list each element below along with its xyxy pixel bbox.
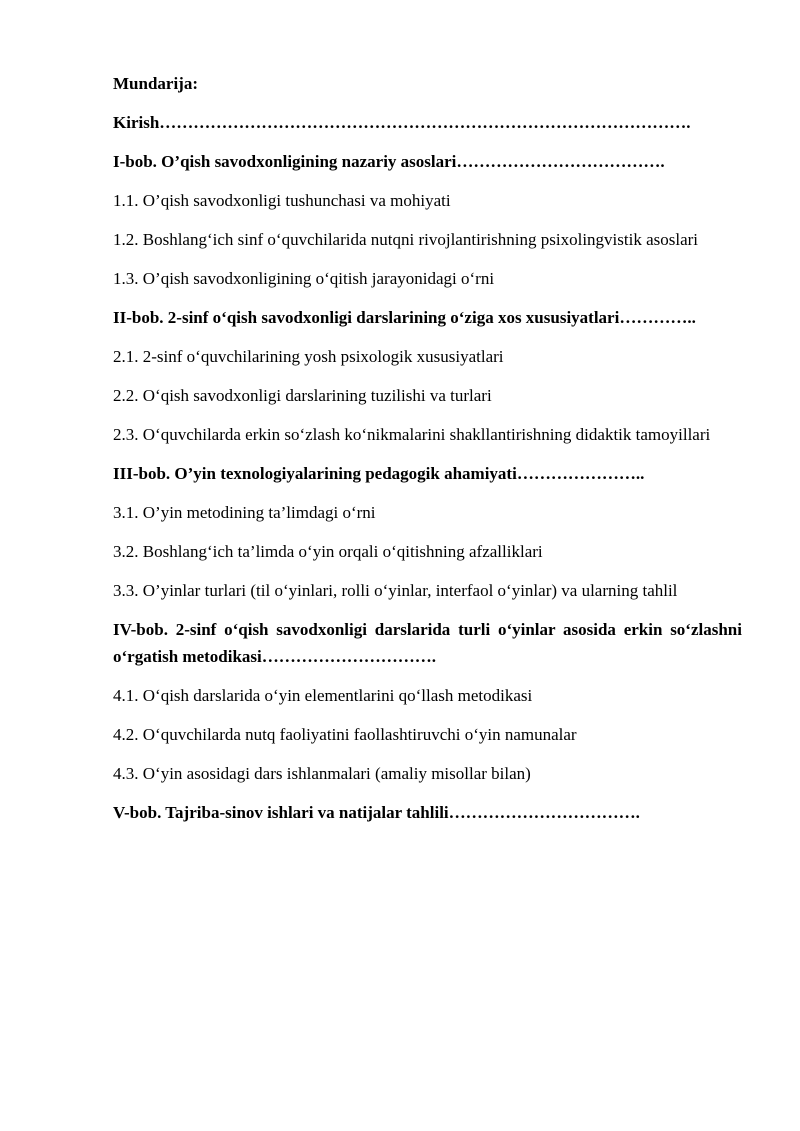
toc-chapter-entry: V-bob. Tajriba-sinov ishlari va natijalar tahlili……………………………. — [113, 803, 640, 822]
toc-section-entry: 2.1. 2-sinf o‘quvchilarining yosh psixologik xususiyatlari — [113, 347, 504, 366]
toc-section-entry: 2.3. O‘quvchilarda erkin so‘zlash ko‘nikmalarini shakllantirishning didaktik tamoyillari — [113, 425, 711, 444]
toc-section-entry: 2.2. O‘qish savodxonligi darslarining tuzilishi va turlari — [113, 386, 492, 405]
toc-section-entry: 1.3. O’qish savodxonligining o‘qitish jarayonidagi o‘rni — [113, 269, 495, 288]
toc-section-entry: 3.2. Boshlang‘ich ta’limda o‘yin orqali o‘qitishning afzalliklari — [113, 542, 543, 561]
toc-chapter-entry: III-bob. O’yin texnologiyalarining pedagogik ahamiyati………………….. — [113, 464, 645, 483]
toc-list — [113, 109, 742, 826]
toc-section-entry: 4.3. O‘yin asosidagi dars ishlanmalari (amaliy misollar bilan) — [113, 764, 531, 783]
toc-section-entry: 1.2. Boshlang‘ich sinf o‘quvchilarida nutqni rivojlantirishning psixolingvistik asoslari — [113, 230, 699, 249]
toc-title: Mundarija: — [113, 74, 198, 93]
toc-chapter-entry: Kirish…………………………………………………………………………………. — [113, 113, 691, 132]
toc-section-entry: 4.1. O‘qish darslarida o‘yin elementlarini qo‘llash metodikasi — [113, 686, 533, 705]
toc-section-entry: 4.2. O‘quvchilarda nutq faoliyatini faollashtiruvchi o‘yin namunalar — [113, 725, 577, 744]
toc-section-entry: 1.1. O’qish savodxonligi tushunchasi va mohiyati — [113, 191, 451, 210]
toc-chapter-entry: IV-bob. 2-sinf o‘qish savodxonligi darslarida turli o‘yinlar asosida erkin so‘zlashni o‘rgatish metodikasi…………………………. — [113, 620, 742, 666]
document-page — [113, 70, 742, 838]
toc-chapter-entry: I-bob. O’qish savodxonligining nazariy asoslari………………………………. — [113, 152, 665, 171]
toc-section-entry: 3.1. O’yin metodining ta’limdagi o‘rni — [113, 503, 376, 522]
toc-chapter-entry: II-bob. 2-sinf o‘qish savodxonligi darslarining o‘ziga xos xususiyatlari………….. — [113, 308, 696, 327]
toc-section-entry: 3.3. O’yinlar turlari (til o‘yinlari, rolli o‘yinlar, interfaol o‘yinlar) va ularning tahlil — [113, 581, 678, 600]
